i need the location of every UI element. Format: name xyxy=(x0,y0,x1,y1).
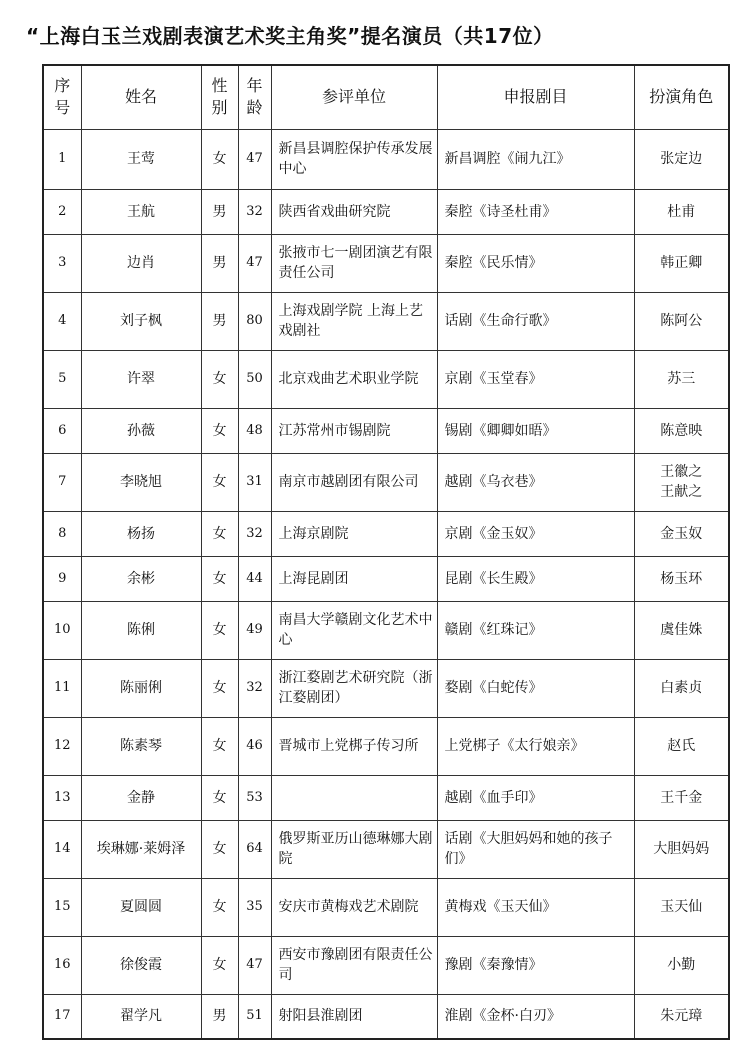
cell-name: 金静 xyxy=(81,775,201,820)
header-age xyxy=(238,65,271,129)
cell-gender: 女 xyxy=(201,511,238,556)
cell-play: 婺剧《白蛇传》 xyxy=(437,659,634,717)
cell-role xyxy=(634,775,729,820)
cell-unit: 安庆市黄梅戏艺术剧院 xyxy=(271,878,437,936)
cell-gender: 女 xyxy=(201,408,238,453)
cell-no: 8 xyxy=(43,511,81,556)
header-gender-line1: 性 xyxy=(211,76,228,96)
table-row xyxy=(43,994,729,1039)
role-line: 韩正卿 xyxy=(660,255,703,271)
role-line: 张定边 xyxy=(660,151,703,167)
cell-role xyxy=(634,936,729,994)
cell-unit: 上海京剧院 xyxy=(271,511,437,556)
cell-unit: 西安市豫剧团有限责任公司 xyxy=(271,936,437,994)
cell-no: 16 xyxy=(43,936,81,994)
role-line: 赵氏 xyxy=(667,738,696,754)
cell-no: 11 xyxy=(43,659,81,717)
header-no xyxy=(43,65,81,129)
cell-gender: 男 xyxy=(201,189,238,234)
cell-role xyxy=(634,601,729,659)
cell-age: 44 xyxy=(238,556,271,601)
table-row xyxy=(43,775,729,820)
cell-role xyxy=(634,556,729,601)
cell-unit: 上海戏剧学院 上海上艺戏剧社 xyxy=(271,292,437,350)
cell-gender: 女 xyxy=(201,453,238,511)
cell-name: 王航 xyxy=(81,189,201,234)
document-title: “上海白玉兰戏剧表演艺术奖主角奖”提名演员（共17位） xyxy=(26,24,554,48)
cell-name: 陈俐 xyxy=(81,601,201,659)
cell-no: 2 xyxy=(43,189,81,234)
cell-no: 7 xyxy=(43,453,81,511)
role-line: 王千金 xyxy=(660,789,703,806)
cell-play: 越剧《乌衣巷》 xyxy=(437,453,634,511)
header-role: 扮演角色 xyxy=(634,65,729,129)
cell-role xyxy=(634,659,729,717)
cell-role xyxy=(634,511,729,556)
cell-name: 陈丽俐 xyxy=(81,659,201,717)
cell-gender: 男 xyxy=(201,994,238,1039)
table-row xyxy=(43,234,729,292)
cell-gender: 女 xyxy=(201,350,238,408)
cell-no: 17 xyxy=(43,994,81,1039)
cell-age: 32 xyxy=(238,511,271,556)
cell-gender: 女 xyxy=(201,775,238,820)
cell-gender: 女 xyxy=(201,556,238,601)
role-line: 陈阿公 xyxy=(660,313,703,329)
cell-name: 埃琳娜·莱姆泽 xyxy=(81,820,201,878)
header-gender xyxy=(201,65,238,129)
cell-unit: 江苏常州市锡剧院 xyxy=(271,408,437,453)
table-row xyxy=(43,936,729,994)
cell-unit: 北京戏曲艺术职业学院 xyxy=(271,350,437,408)
role-line: 朱元璋 xyxy=(660,1008,703,1025)
cell-age: 32 xyxy=(238,659,271,717)
cell-age: 47 xyxy=(238,936,271,994)
cell-role xyxy=(634,820,729,878)
cell-play: 越剧《血手印》 xyxy=(437,775,634,820)
cell-age: 32 xyxy=(238,189,271,234)
cell-unit: 张掖市七一剧团演艺有限责任公司 xyxy=(271,234,437,292)
cell-play: 秦腔《诗圣杜甫》 xyxy=(437,189,634,234)
cell-role xyxy=(634,453,729,511)
cell-play: 话剧《生命行歌》 xyxy=(437,292,634,350)
cell-age: 35 xyxy=(238,878,271,936)
cell-name: 刘子枫 xyxy=(81,292,201,350)
cell-gender: 女 xyxy=(201,936,238,994)
table-row xyxy=(43,820,729,878)
role-line: 大胆妈妈 xyxy=(653,841,710,857)
role-line: 陈意映 xyxy=(660,422,703,439)
header-name: 姓名 xyxy=(81,65,201,129)
cell-unit: 上海昆剧团 xyxy=(271,556,437,601)
cell-role xyxy=(634,717,729,775)
cell-gender: 女 xyxy=(201,129,238,189)
cell-role xyxy=(634,129,729,189)
cell-age: 48 xyxy=(238,408,271,453)
cell-no: 15 xyxy=(43,878,81,936)
cell-gender: 女 xyxy=(201,717,238,775)
cell-age: 47 xyxy=(238,234,271,292)
cell-name: 许翠 xyxy=(81,350,201,408)
cell-play: 上党梆子《太行娘亲》 xyxy=(437,717,634,775)
cell-age: 53 xyxy=(238,775,271,820)
role-line: 小勤 xyxy=(667,957,696,973)
cell-gender: 男 xyxy=(201,292,238,350)
cell-name: 徐俊霞 xyxy=(81,936,201,994)
cell-age: 31 xyxy=(238,453,271,511)
cell-play: 京剧《玉堂春》 xyxy=(437,350,634,408)
role-line: 金玉奴 xyxy=(660,525,703,542)
cell-age: 50 xyxy=(238,350,271,408)
role-line: 杜甫 xyxy=(667,203,696,220)
cell-no: 4 xyxy=(43,292,81,350)
cell-play: 锡剧《卿卿如晤》 xyxy=(437,408,634,453)
cell-gender: 女 xyxy=(201,820,238,878)
table-row xyxy=(43,129,729,189)
cell-unit: 新昌县调腔保护传承发展中心 xyxy=(271,129,437,189)
role-line: 白素贞 xyxy=(660,680,703,696)
cell-no: 3 xyxy=(43,234,81,292)
table-row xyxy=(43,189,729,234)
cell-play: 话剧《大胆妈妈和她的孩子们》 xyxy=(437,820,634,878)
header-unit: 参评单位 xyxy=(271,65,437,129)
cell-name: 陈素琴 xyxy=(81,717,201,775)
nominee-table xyxy=(42,64,730,1040)
role-line: 王徽之 xyxy=(660,464,703,480)
cell-unit: 射阳县淮剧团 xyxy=(271,994,437,1039)
table-row xyxy=(43,601,729,659)
table-row xyxy=(43,878,729,936)
table-row xyxy=(43,511,729,556)
cell-gender: 女 xyxy=(201,659,238,717)
cell-name: 杨扬 xyxy=(81,511,201,556)
cell-role xyxy=(634,408,729,453)
header-no-line1: 序 xyxy=(54,76,71,96)
cell-name: 边肖 xyxy=(81,234,201,292)
cell-age: 49 xyxy=(238,601,271,659)
cell-unit: 晋城市上党梆子传习所 xyxy=(271,717,437,775)
cell-gender: 女 xyxy=(201,878,238,936)
role-line: 王献之 xyxy=(660,484,703,500)
cell-gender: 男 xyxy=(201,234,238,292)
cell-play: 黄梅戏《玉天仙》 xyxy=(437,878,634,936)
table-row xyxy=(43,659,729,717)
cell-play: 秦腔《民乐情》 xyxy=(437,234,634,292)
cell-play: 新昌调腔《闹九江》 xyxy=(437,129,634,189)
cell-name: 李晓旭 xyxy=(81,453,201,511)
header-play: 申报剧目 xyxy=(437,65,634,129)
cell-age: 64 xyxy=(238,820,271,878)
cell-name: 余彬 xyxy=(81,556,201,601)
cell-play: 赣剧《红珠记》 xyxy=(437,601,634,659)
table-row xyxy=(43,556,729,601)
cell-name: 翟学凡 xyxy=(81,994,201,1039)
cell-no: 13 xyxy=(43,775,81,820)
cell-age: 46 xyxy=(238,717,271,775)
cell-unit: 陕西省戏曲研究院 xyxy=(271,189,437,234)
header-gender-line2: 别 xyxy=(211,98,228,118)
header-age-line1: 年 xyxy=(246,76,263,96)
cell-role xyxy=(634,994,729,1039)
header-no-line2: 号 xyxy=(54,98,71,118)
cell-no: 5 xyxy=(43,350,81,408)
cell-role xyxy=(634,292,729,350)
cell-no: 6 xyxy=(43,408,81,453)
table-row xyxy=(43,717,729,775)
table-row xyxy=(43,292,729,350)
cell-age: 80 xyxy=(238,292,271,350)
cell-name: 孙薇 xyxy=(81,408,201,453)
cell-play: 淮剧《金杯·白刃》 xyxy=(437,994,634,1039)
cell-no: 14 xyxy=(43,820,81,878)
cell-unit: 俄罗斯亚历山德琳娜大剧院 xyxy=(271,820,437,878)
cell-unit: 浙江婺剧艺术研究院（浙江婺剧团） xyxy=(271,659,437,717)
cell-age: 47 xyxy=(238,129,271,189)
header-age-line2: 龄 xyxy=(246,98,263,118)
cell-gender: 女 xyxy=(201,601,238,659)
cell-no: 12 xyxy=(43,717,81,775)
cell-role xyxy=(634,350,729,408)
cell-unit: 南京市越剧团有限公司 xyxy=(271,453,437,511)
cell-no: 1 xyxy=(43,129,81,189)
table-row xyxy=(43,408,729,453)
role-line: 玉天仙 xyxy=(660,899,703,915)
cell-unit xyxy=(271,775,437,820)
cell-no: 10 xyxy=(43,601,81,659)
cell-role xyxy=(634,234,729,292)
role-line: 虞佳姝 xyxy=(660,622,703,638)
table-body xyxy=(43,129,729,1039)
cell-role xyxy=(634,189,729,234)
table-row xyxy=(43,350,729,408)
cell-unit: 南昌大学赣剧文化艺术中心 xyxy=(271,601,437,659)
role-line: 杨玉环 xyxy=(660,570,703,587)
cell-play: 昆剧《长生殿》 xyxy=(437,556,634,601)
cell-play: 豫剧《秦豫情》 xyxy=(437,936,634,994)
cell-age: 51 xyxy=(238,994,271,1039)
role-line: 苏三 xyxy=(667,371,696,387)
table-row xyxy=(43,453,729,511)
cell-name: 王莺 xyxy=(81,129,201,189)
table-header-row xyxy=(43,65,729,129)
cell-play: 京剧《金玉奴》 xyxy=(437,511,634,556)
cell-name: 夏圆圆 xyxy=(81,878,201,936)
cell-role xyxy=(634,878,729,936)
cell-no: 9 xyxy=(43,556,81,601)
